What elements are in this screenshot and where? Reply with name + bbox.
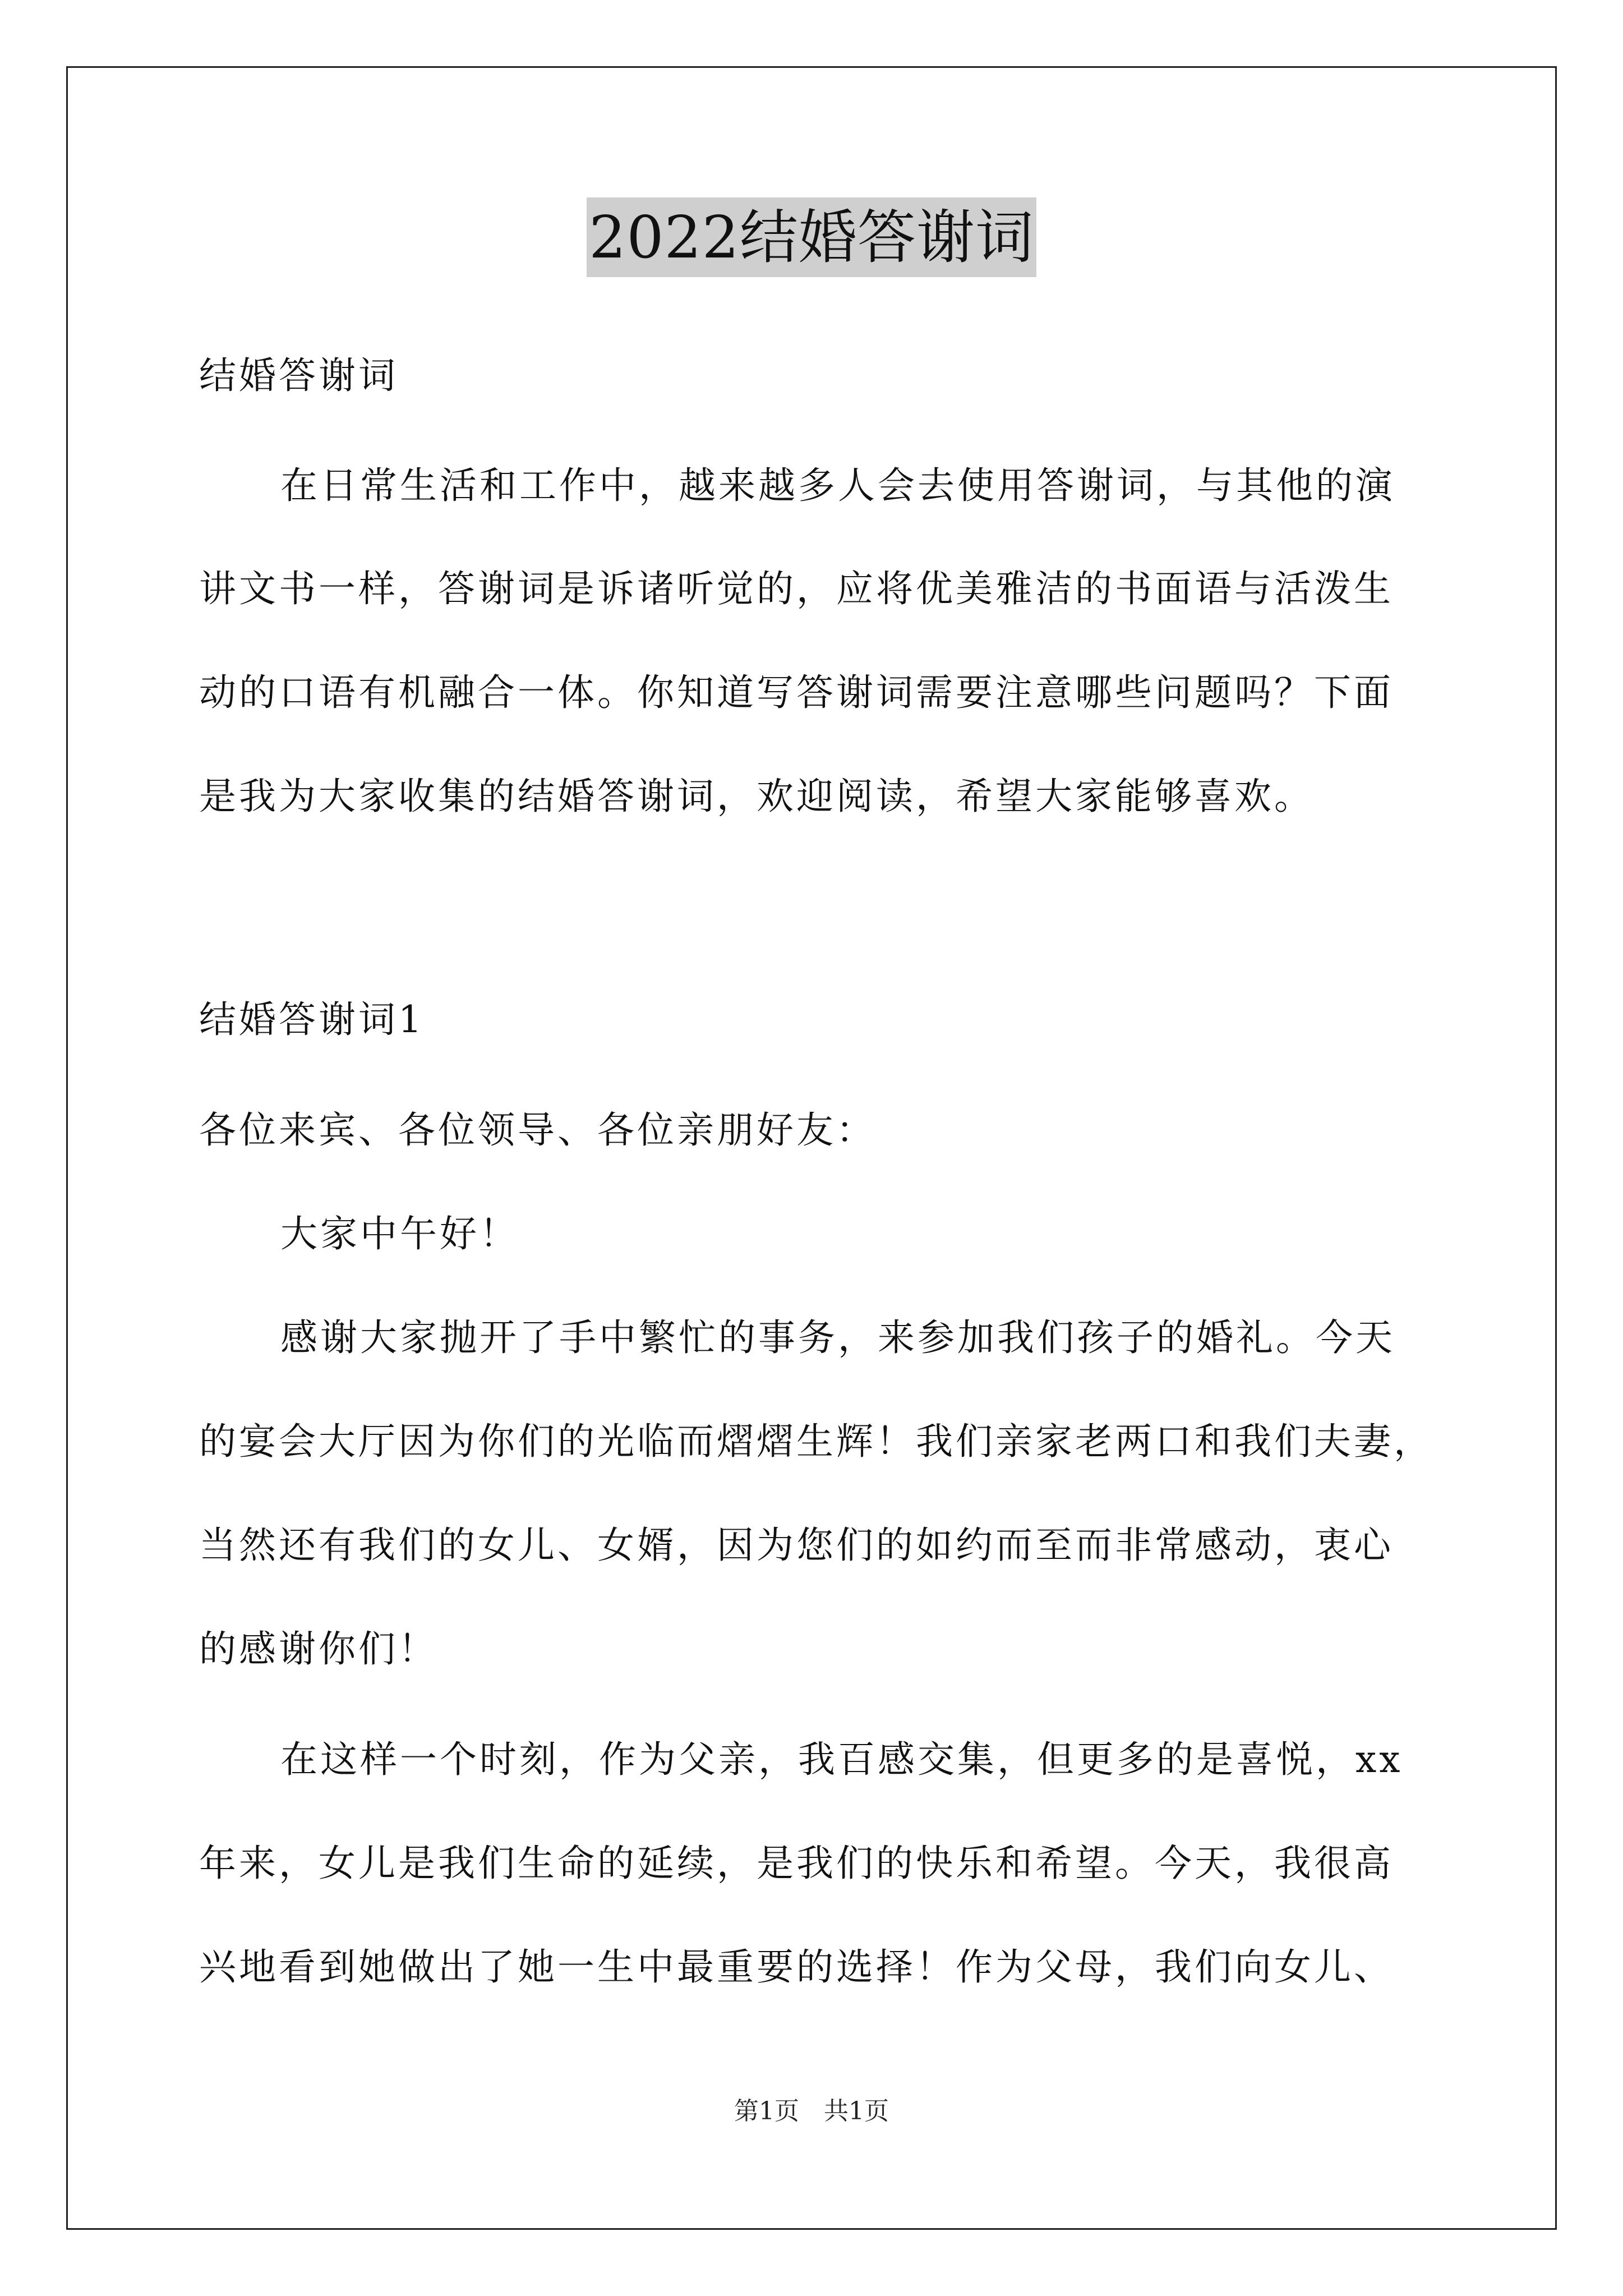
- section-heading: 结婚答谢词: [199, 354, 398, 397]
- speech-paragraph-line: 当然还有我们的女儿、女婿，因为您们的如约而至而非常感动，衷心: [199, 1524, 1394, 1567]
- greeting: 大家中午好！: [280, 1212, 519, 1255]
- speech-paragraph-line: 年来，女儿是我们生命的延续，是我们的快乐和希望。今天，我很高: [199, 1842, 1394, 1885]
- speech-paragraph-line: 的感谢你们！: [199, 1627, 438, 1671]
- speech-heading: 结婚答谢词1: [199, 998, 425, 1041]
- intro-paragraph-line: 在日常生活和工作中，越来越多人会去使用答谢词，与其他的演: [280, 464, 1395, 507]
- title-container: [0, 197, 1623, 277]
- document-title: 2022结婚答谢词: [587, 197, 1036, 277]
- intro-paragraph-line: 是我为大家收集的结婚答谢词，欢迎阅读，希望大家能够喜欢。: [199, 775, 1314, 818]
- page-number-footer: 第1页 共1页: [734, 2097, 889, 2125]
- speech-paragraph-line: 兴地看到她做出了她一生中最重要的选择！作为父母，我们向女儿、: [199, 1945, 1394, 1989]
- speech-paragraph-line: 在这样一个时刻，作为父亲，我百感交集，但更多的是喜悦，xx: [280, 1738, 1403, 1781]
- speech-paragraph-line: 感谢大家抛开了手中繁忙的事务，来参加我们孩子的婚礼。今天: [280, 1316, 1395, 1359]
- speech-paragraph-line: 的宴会大厅因为你们的光临而熠熠生辉！我们亲家老两口和我们夫妻，: [199, 1420, 1433, 1463]
- intro-paragraph-line: 讲文书一样，答谢词是诉诸听觉的，应将优美雅洁的书面语与活泼生: [199, 567, 1394, 610]
- salutation: 各位来宾、各位领导、各位亲朋好友：: [199, 1108, 876, 1152]
- intro-paragraph-line: 动的口语有机融合一体。你知道写答谢词需要注意哪些问题吗？下面: [199, 671, 1394, 714]
